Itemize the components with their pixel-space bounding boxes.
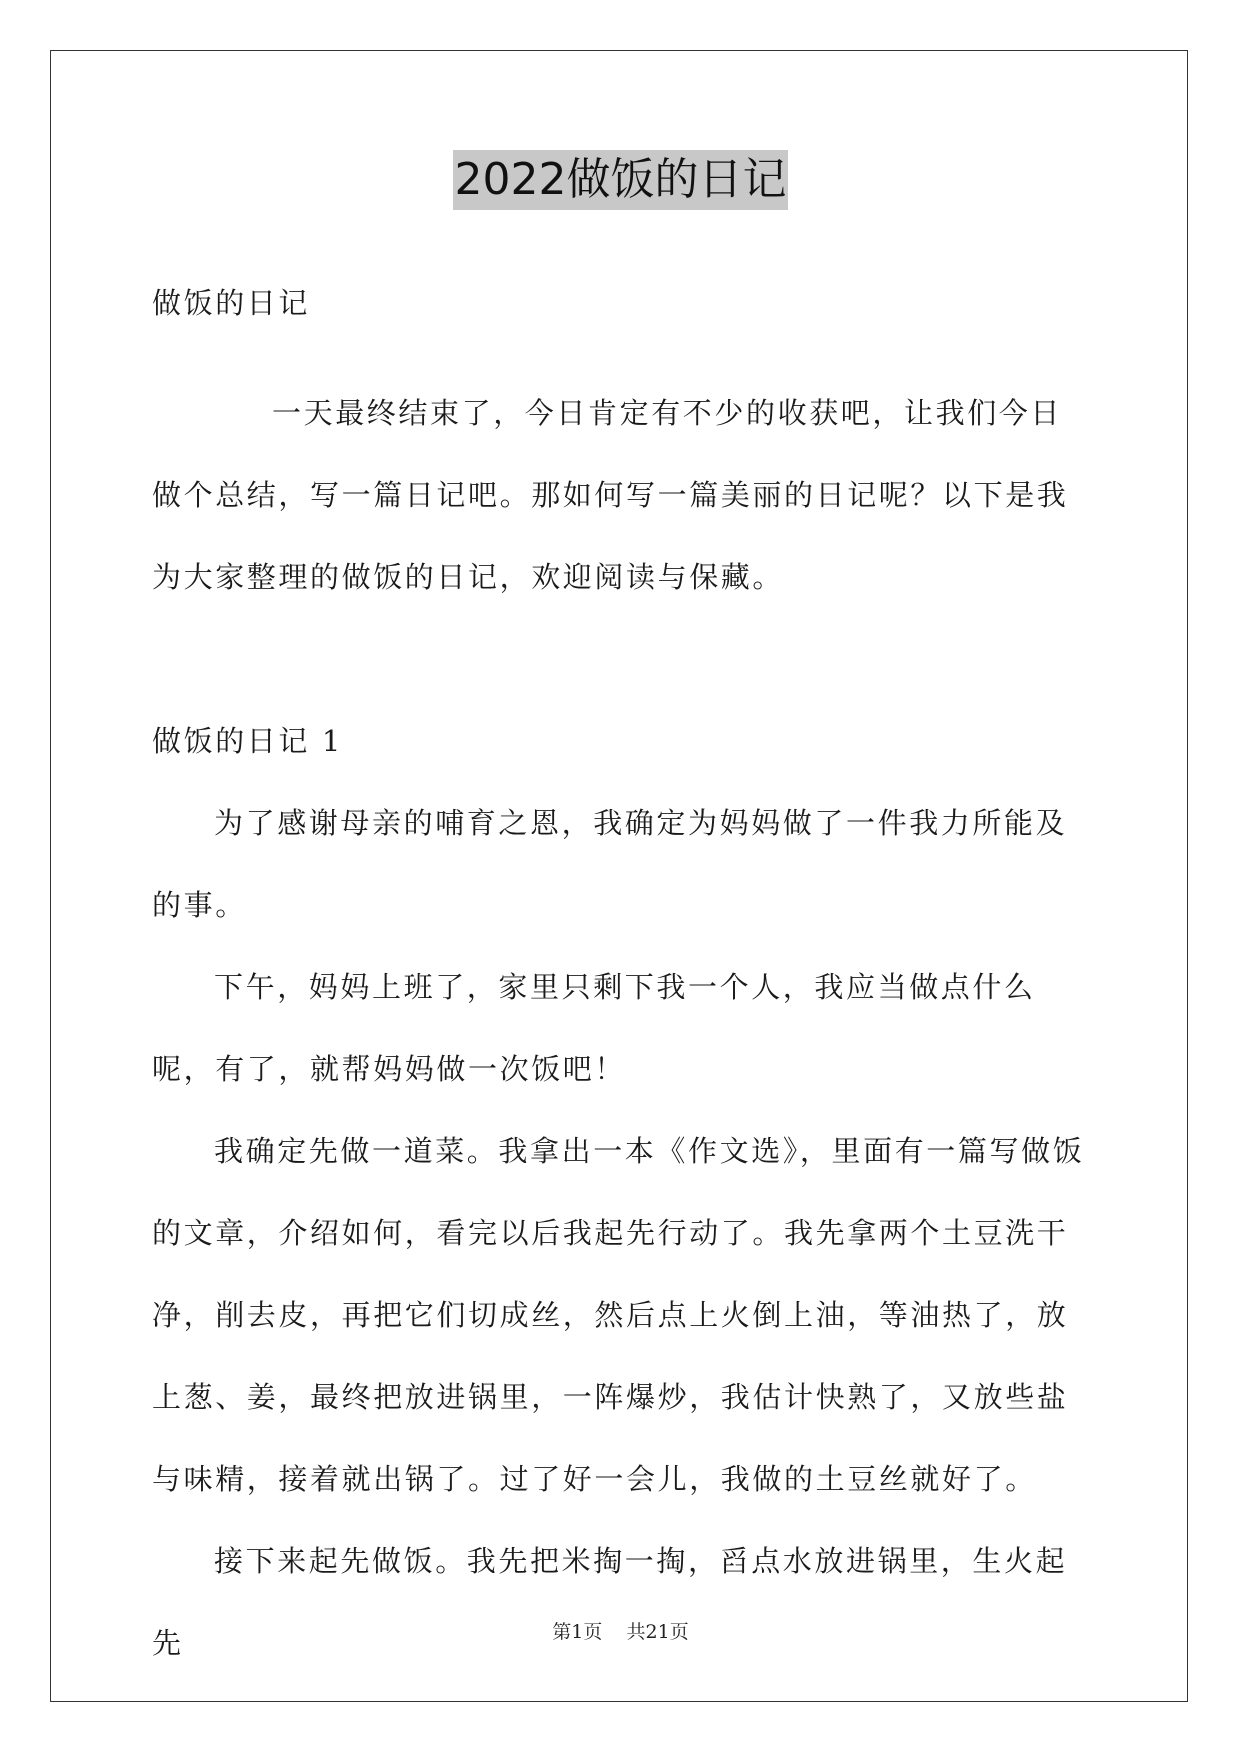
page-total: 共21页 — [626, 1621, 689, 1643]
subtitle: 做饭的日记 — [152, 286, 311, 320]
document-title: 2022做饭的日记 — [453, 150, 789, 210]
page-footer — [0, 1617, 1241, 1644]
title-container — [0, 150, 1241, 210]
body-paragraph: 为了感谢母亲的哺育之恩，我确定为妈妈做了一件我力所能及的事。 — [152, 806, 1068, 922]
body-paragraph: 下午，妈妈上班了，家里只剩下我一个人，我应当做点什么呢，有了，就帮妈妈做一次饭吧！ — [152, 970, 1036, 1086]
page-number: 第1页 — [552, 1621, 603, 1643]
document-body — [152, 262, 1092, 1684]
spacer — [152, 344, 1092, 372]
body-paragraph: 我确定先做一道菜。我拿出一本《作文选》，里面有一篇写做饭的文章，介绍如何，看完以后我起先行动了。我先拿两个土豆洗干净，削去皮，再把它们切成丝，然后点上火倒上油，等油热了，放上葱、姜，最终把放进锅里，一阵爆炒，我估计快熟了，又放些盐与味精，接着就出锅了。过了好一会儿，我做的土豆丝就好了。 — [152, 1134, 1085, 1496]
section-heading: 做饭的日记 1 — [152, 724, 343, 758]
spacer — [152, 618, 1092, 700]
intro-paragraph: 一天最终结束了，今日肯定有不少的收获吧，让我们今日做个总结，写一篇日记吧。那如何写一篇美丽的日记呢？以下是我为大家整理的做饭的日记，欢迎阅读与保藏。 — [152, 396, 1069, 594]
body-paragraph: 接下来起先做饭。我先把米掏一掏，舀点水放进锅里，生火起先 — [152, 1544, 1068, 1660]
